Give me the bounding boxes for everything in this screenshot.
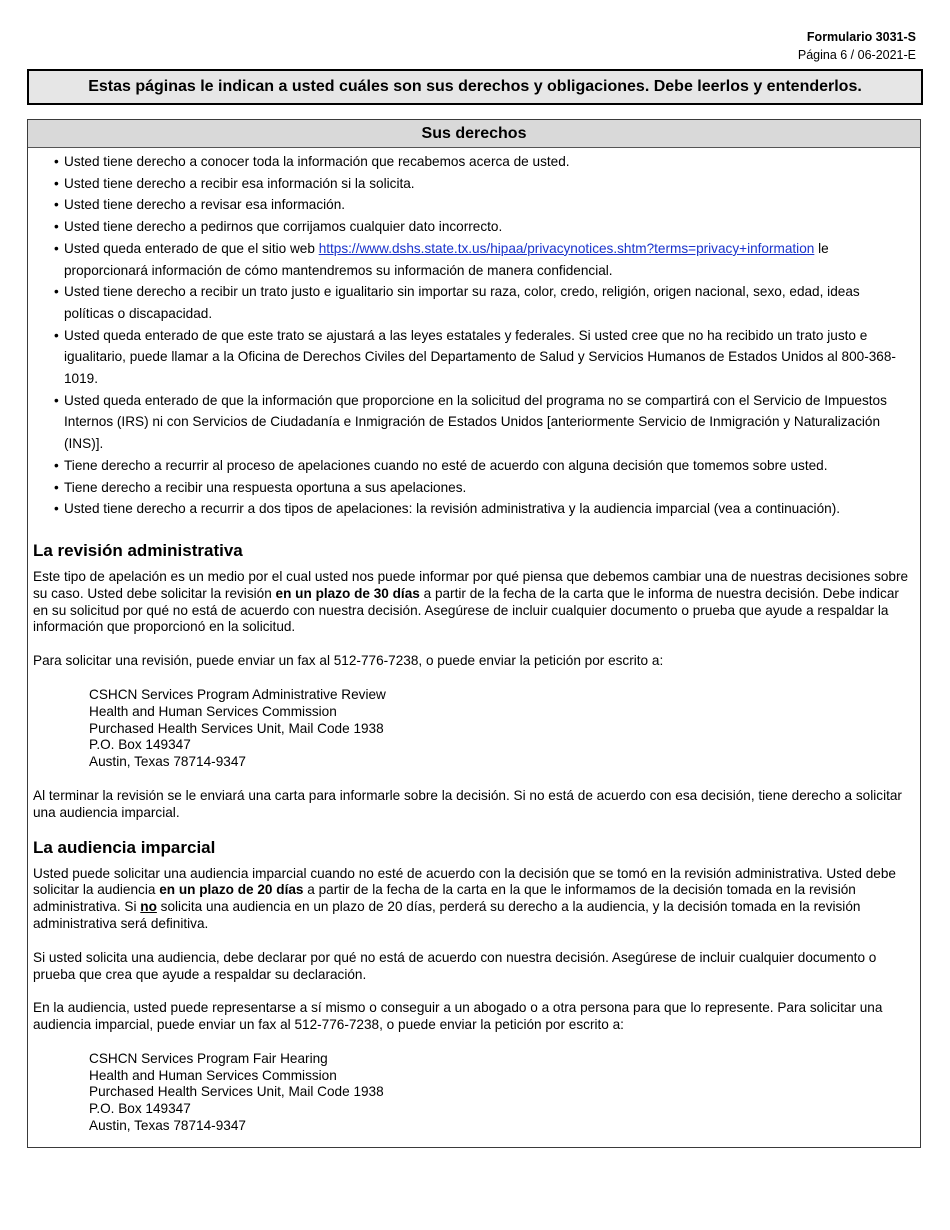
list-item: • Usted tiene derecho a conocer toda la información que recabemos acerca de usted. [54, 151, 912, 173]
form-id: Formulario 3031-S [806, 30, 916, 44]
admin-review-para-1 [28, 569, 920, 636]
list-item: • Usted tiene derecho a recibir un trato justo e igualitario sin importar su raza, color, credo, religión, origen nacional, sexo, edad, ideas políticas o discapacidad. [54, 281, 912, 324]
website-prefix: Usted queda enterado de que el sitio web [64, 240, 319, 256]
address-line: Austin, Texas 78714-9347 [89, 1118, 246, 1134]
list-item-website [54, 238, 912, 281]
admin-review-para-3: Al terminar la revisión se le enviará una carta para informarle sobre la decisión. Si no está de acuerdo con esa decisión, tiene derecho a solicitar una audiencia imparcial. [33, 787, 902, 820]
fair-hearing-para-3: En la audiencia, usted puede representarse a sí mismo o conseguir a un abogado o a otra persona para que lo represente. Para solicitar una audiencia imparcial, puede enviar un fax al 512-776-7238, o puede enviar la petición por escrito a: [33, 1000, 883, 1033]
rights-list [28, 148, 920, 520]
address-line: CSHCN Services Program Administrative Review [89, 686, 386, 702]
list-item: • Usted tiene derecho a recibir esa información si la solicita. [54, 173, 912, 195]
list-item: • Tiene derecho a recibir una respuesta oportuna a sus apelaciones. [54, 477, 912, 499]
admin-review-address [28, 687, 920, 771]
rights-section-title: Sus derechos [28, 120, 920, 148]
list-item: • Usted queda enterado de que este trato se ajustará a las leyes estatales y federales. Si usted cree que no ha recibido un trato justo e igualitario, puede llamar a la Oficina de Derechos Civiles del Departamento de Salud y Servicios Humanos de Estados Unidos al 800-368-1019. [54, 325, 912, 390]
fair-hearing-title: La audiencia imparcial [33, 837, 216, 857]
fair-hearing-para-1 [28, 866, 920, 933]
rights-document-box [27, 119, 921, 1148]
form-header [798, 28, 916, 64]
address-line: Health and Human Services Commission [89, 1067, 337, 1083]
address-line: Purchased Health Services Unit, Mail Code 1938 [89, 1084, 384, 1100]
text-segment: Este tipo de apelación es un medio por el cual usted nos puede informar por qué piensa que debemos cambiar una de nuestras decisiones sobre su caso. Usted debe solicitar la revisión [33, 568, 909, 601]
address-line: Health and Human Services Commission [89, 703, 337, 719]
list-item: • Tiene derecho a recurrir al proceso de apelaciones cuando no esté de acuerdo con alguna decisión que tomemos sobre usted. [54, 455, 912, 477]
emphasis-no: no [140, 899, 157, 915]
text-segment: a partir de la fecha de la carta que le informa de nuestra decisión. Debe indicar en su solicitud por qué no está de acuerdo con nuestra decisión. Asegúrese de incluir cualquier documento o prueba que ayude a respaldar la información que proporcionó en la solicitud. [33, 585, 899, 635]
address-line: P.O. Box 149347 [89, 1101, 191, 1117]
admin-review-title: La revisión administrativa [33, 540, 243, 560]
notice-banner: Estas páginas le indican a usted cuáles son sus derechos y obligaciones. Debe leerlos y entenderlos. [27, 69, 923, 105]
fair-hearing-para-2: Si usted solicita una audiencia, debe declarar por qué no está de acuerdo con nuestra decisión. Asegúrese de incluir cualquier documento o prueba que crea que ayude a respaldar su declaración. [33, 949, 877, 982]
text-segment: Usted puede solicitar una audiencia imparcial cuando no esté de acuerdo con la decisión que se tomó en la revisión administrativa. Usted debe solicitar la audiencia [33, 865, 896, 898]
address-line: CSHCN Services Program Fair Hearing [89, 1050, 328, 1066]
deadline-20-days: en un plazo de 20 días [159, 882, 304, 898]
list-item: • Usted tiene derecho a pedirnos que corrijamos cualquier dato incorrecto. [54, 216, 912, 238]
admin-review-para-2: Para solicitar una revisión, puede enviar un fax al 512-776-7238, o puede enviar la petición por escrito a: [33, 653, 664, 669]
address-line: P.O. Box 149347 [89, 737, 191, 753]
address-line: Purchased Health Services Unit, Mail Code 1938 [89, 720, 384, 736]
website-suffix: le proporcionará información de cómo mantendremos su información de manera confidencial. [64, 240, 829, 278]
text-segment: a partir de la fecha de la carta en la que le informamos de la decisión tomada en la revisión administrativa. Si [33, 882, 856, 915]
list-item: • Usted tiene derecho a recurrir a dos tipos de apelaciones: la revisión administrativa y la audiencia imparcial (vea a continuación). [54, 498, 912, 520]
deadline-30-days: en un plazo de 30 días [275, 585, 420, 601]
list-item: • Usted queda enterado de que la información que proporcione en la solicitud del programa no se compartirá con el Servicio de Impuestos Internos (IRS) ni con Servicios de Ciudadanía e Inmigración de Estados Unidos [anteriormente Servicio de Inmigración y Naturalización (INS)]. [54, 390, 912, 455]
page-info: Página 6 / 06-2021-E [797, 48, 916, 62]
address-line: Austin, Texas 78714-9347 [89, 754, 246, 770]
list-item: • Usted tiene derecho a revisar esa información. [54, 194, 912, 216]
text-segment: solicita una audiencia en un plazo de 20 días, perderá su derecho a la audiencia, y la decisión tomada en la revisión administrativa será definitiva. [33, 899, 861, 931]
fair-hearing-address [28, 1051, 920, 1135]
privacy-notices-link[interactable]: https://www.dshs.state.tx.us/hipaa/privacynotices.shtm?terms=privacy+information [318, 240, 815, 256]
